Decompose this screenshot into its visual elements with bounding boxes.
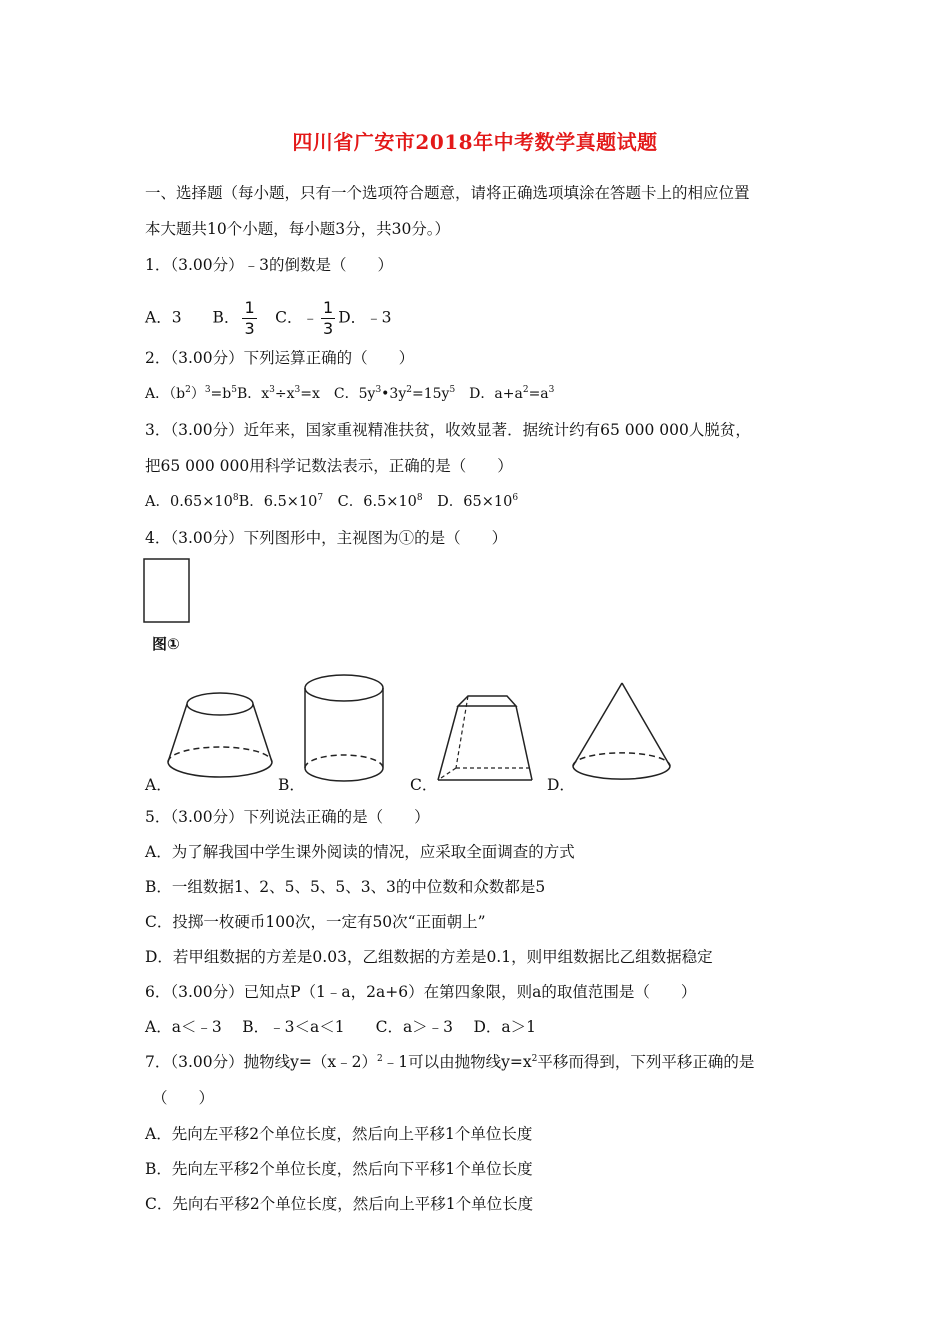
text-segment: =x C．5y [300, 386, 376, 402]
text-segment: =a [528, 386, 549, 402]
text-segment: ÷x [274, 386, 295, 402]
text-segment: A．0.65×10 [145, 494, 233, 510]
text-segment: A．（b [145, 386, 186, 402]
section-intro-line1: 一、选择题（每小题，只有一个选项符合题意，请将正确选项填涂在答题卡上的相应位置 [145, 184, 750, 202]
text-segment: =15y [411, 386, 450, 402]
text-segment: 7．（3.00分）抛物线y=（x﹣2） [145, 1053, 377, 1071]
cylinder-shape [300, 672, 390, 790]
fraction-denominator: 3 [244, 319, 255, 338]
q7-option-b: B．先向左平移2个单位长度，然后向下平移1个单位长度 [145, 1160, 533, 1178]
fraction [242, 300, 256, 337]
superscript: 2 [185, 385, 191, 395]
frustum-shape [163, 690, 283, 790]
superscript: 2 [376, 1054, 383, 1064]
q5-option-d: D．若甲组数据的方差是0.03，乙组数据的方差是0.1，则甲组数据比乙组数据稳定 [145, 948, 713, 966]
q1-option-c: C．﹣ [259, 308, 319, 327]
text-segment: ﹣1可以由抛物线y=x [382, 1053, 532, 1071]
text-segment: 平移而得到，下列平移正确的是 [537, 1053, 755, 1071]
q4-option-b-label: B． [278, 776, 305, 794]
text-segment: •3y [381, 386, 407, 402]
q7-option-a: A．先向左平移2个单位长度，然后向上平移1个单位长度 [145, 1125, 533, 1143]
q6-stem: 6．（3.00分）已知点P（1﹣a，2a+6）在第四象限，则a的取值范围是（ ） [145, 983, 697, 1001]
superscript: 3 [375, 385, 382, 395]
text-segment: ） [190, 386, 205, 402]
q7-stem-line1 [145, 1052, 754, 1072]
fraction-numerator: 1 [244, 298, 255, 317]
fraction-denominator: 3 [323, 319, 334, 338]
q2-stem: 2．（3.00分）下列运算正确的（ ） [145, 349, 415, 367]
text-segment: B．6.5×10 [238, 494, 318, 510]
front-view-rectangle [143, 558, 191, 624]
q6-options: A．a＜﹣3 B．﹣3＜a＜1 C．a＞﹣3 D．a＞1 [145, 1018, 536, 1036]
q5-option-c: C．投掷一枚硬币100次，一定有50次“正面朝上” [145, 913, 486, 931]
superscript: 8 [416, 493, 423, 503]
q1-option-d: D．﹣3 [338, 308, 392, 327]
q3-stem-line1: 3．（3.00分）近年来，国家重视精准扶贫，收效显著．据统计约有65 000 000人脱贫， [145, 421, 751, 439]
superscript: 2 [406, 385, 412, 395]
text-segment: =b [210, 386, 232, 402]
q5-option-a: A．为了解我国中学生课外阅读的情况，应采取全面调查的方式 [145, 843, 575, 861]
q2-options [145, 384, 554, 404]
q4-option-d-label: D． [547, 776, 575, 794]
square-frustum-shape [432, 688, 542, 788]
section-intro-line2: 本大题共10个小题，每小题3分，共30分。） [145, 220, 451, 238]
fraction [321, 300, 335, 337]
q4-option-c-label: C． [410, 776, 438, 794]
superscript: 6 [512, 493, 519, 503]
text-segment: B．x [236, 386, 270, 402]
q4-option-a-label: A． [145, 776, 172, 794]
superscript: 8 [232, 493, 239, 503]
superscript: 3 [548, 385, 555, 395]
text-segment: D．a+a [455, 386, 523, 402]
figure-label: 图① [152, 635, 180, 653]
q5-stem: 5．（3.00分）下列说法正确的是（ ） [145, 808, 430, 826]
q5-option-b: B．一组数据1、2、5、5、5、3、3的中位数和众数都是5 [145, 878, 546, 896]
page-title: 四川省广安市2018年中考数学真题试题 [292, 130, 658, 154]
superscript: 3 [204, 385, 211, 395]
q7-option-c: C．先向右平移2个单位长度，然后向上平移1个单位长度 [145, 1195, 534, 1213]
superscript: 3 [294, 385, 301, 395]
q1-option-a-b: A．3 B． [145, 308, 240, 327]
superscript: 7 [317, 493, 324, 503]
text-segment: C．6.5×10 [323, 494, 417, 510]
q4-stem: 4．（3.00分）下列图形中，主视图为①的是（ ） [145, 529, 508, 547]
q1-stem: 1．（3.00分）﹣3的倒数是（ ） [145, 256, 393, 274]
superscript: 2 [522, 385, 529, 395]
q3-options [145, 492, 518, 512]
q7-stem-line2: （ ） [152, 1089, 215, 1107]
superscript: 5 [449, 385, 456, 395]
text-segment: D．65×10 [422, 494, 513, 510]
superscript: 3 [269, 385, 275, 395]
q3-stem-line2: 把65 000 000用科学记数法表示，正确的是（ ） [145, 457, 513, 475]
fraction-numerator: 1 [323, 298, 334, 317]
superscript: 2 [531, 1054, 538, 1064]
q1-options [145, 300, 392, 337]
superscript: 5 [231, 385, 237, 395]
cone-shape [568, 680, 676, 780]
